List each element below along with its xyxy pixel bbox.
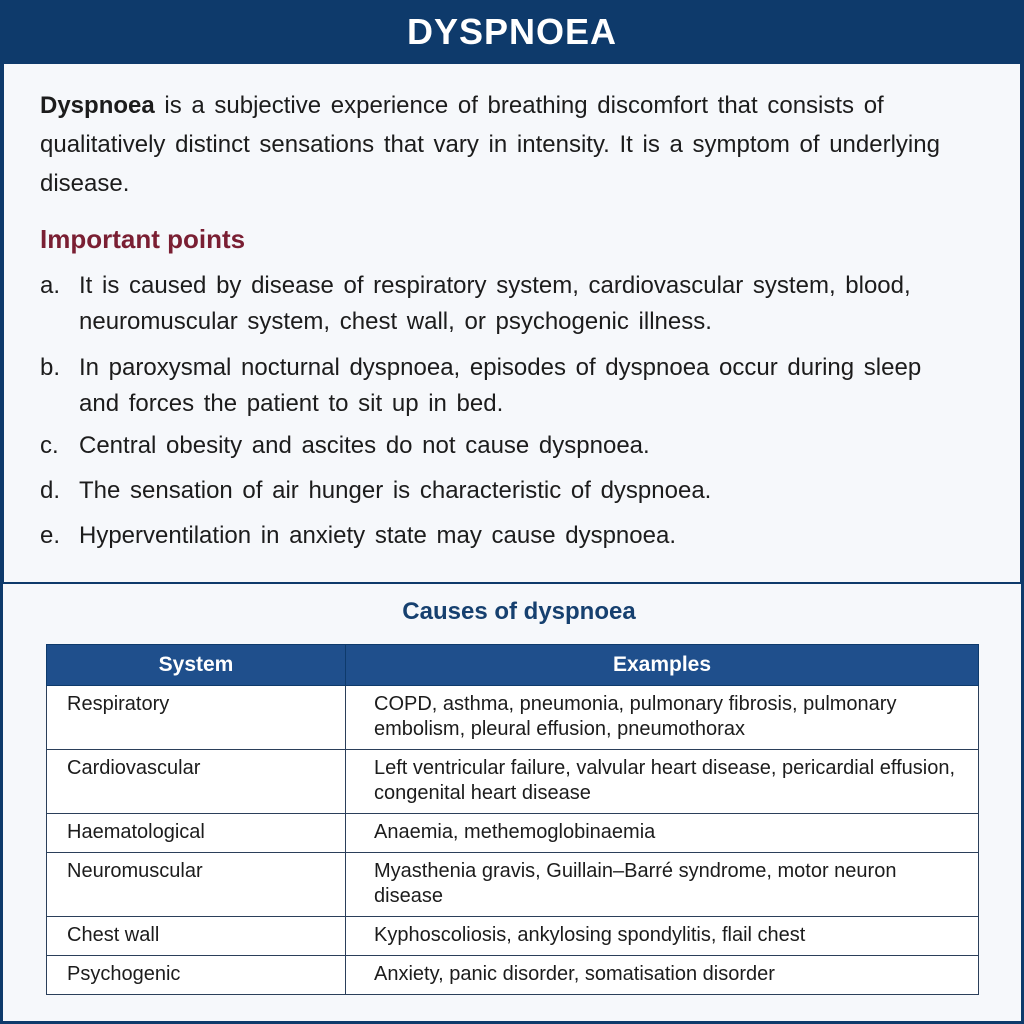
list-marker: a. [40,272,61,299]
list-item [40,518,960,554]
list-item-text: Central obesity and ascites do not cause dyspnoea. [79,432,650,459]
system-cell: Respiratory [47,686,346,750]
system-cell: Cardiovascular [47,750,346,814]
examples-cell: Kyphoscoliosis, ankylosing spondylitis, flail chest [346,917,979,956]
list-marker: b. [40,354,61,381]
list-marker: d. [40,477,61,504]
system-cell: Neuromuscular [47,853,346,917]
examples-cell: Anaemia, methemoglobinaemia [346,814,979,853]
list-marker: c. [40,432,59,459]
list-item [40,268,960,340]
system-cell: Chest wall [47,917,346,956]
list-marker: e. [40,522,61,549]
examples-cell: COPD, asthma, pneumonia, pulmonary fibrosis, pulmonary embolism, pleural effusion, pneumothorax [346,686,979,750]
causes-table [46,644,979,995]
table-row [47,750,979,814]
definition-text: is a subjective experience of breathing discomfort that consists of qualitatively distinct sensations that vary in intensity. It is a symptom of underlying disease. [40,92,940,197]
table-title: Causes of dyspnoea [402,598,636,625]
system-cell: Haematological [47,814,346,853]
column-header-system: System [47,645,346,686]
list-item-text: In paroxysmal nocturnal dyspnoea, episodes of dyspnoea occur during sleep and forces the patient to sit up in bed. [79,354,922,417]
list-item [40,350,960,422]
title-banner [0,0,1024,64]
system-cell: Psychogenic [47,956,346,995]
list-item-text: The sensation of air hunger is characteristic of dyspnoea. [79,477,712,504]
table-row [47,956,979,995]
table-row [47,853,979,917]
table-header-row [47,645,979,686]
definition-term: Dyspnoea [40,92,155,119]
page-title: DYSPNOEA [406,11,618,52]
important-points-heading: Important points [40,224,246,254]
list-item [40,473,960,509]
examples-cell: Anxiety, panic disorder, somatisation disorder [346,956,979,995]
table-row [47,814,979,853]
examples-cell: Left ventricular failure, valvular heart disease, pericardial effusion, congenital heart disease [346,750,979,814]
list-item-text: Hyperventilation in anxiety state may cause dyspnoea. [79,522,676,549]
column-header-examples: Examples [346,645,979,686]
list-item-text: It is caused by disease of respiratory system, cardiovascular system, blood, neuromuscular system, chest wall, or psychogenic illness. [79,272,911,335]
table-row [47,917,979,956]
definition-paragraph [40,86,960,203]
list-item [40,428,960,464]
table-row [47,686,979,750]
examples-cell: Myasthenia gravis, Guillain–Barré syndrome, motor neuron disease [346,853,979,917]
